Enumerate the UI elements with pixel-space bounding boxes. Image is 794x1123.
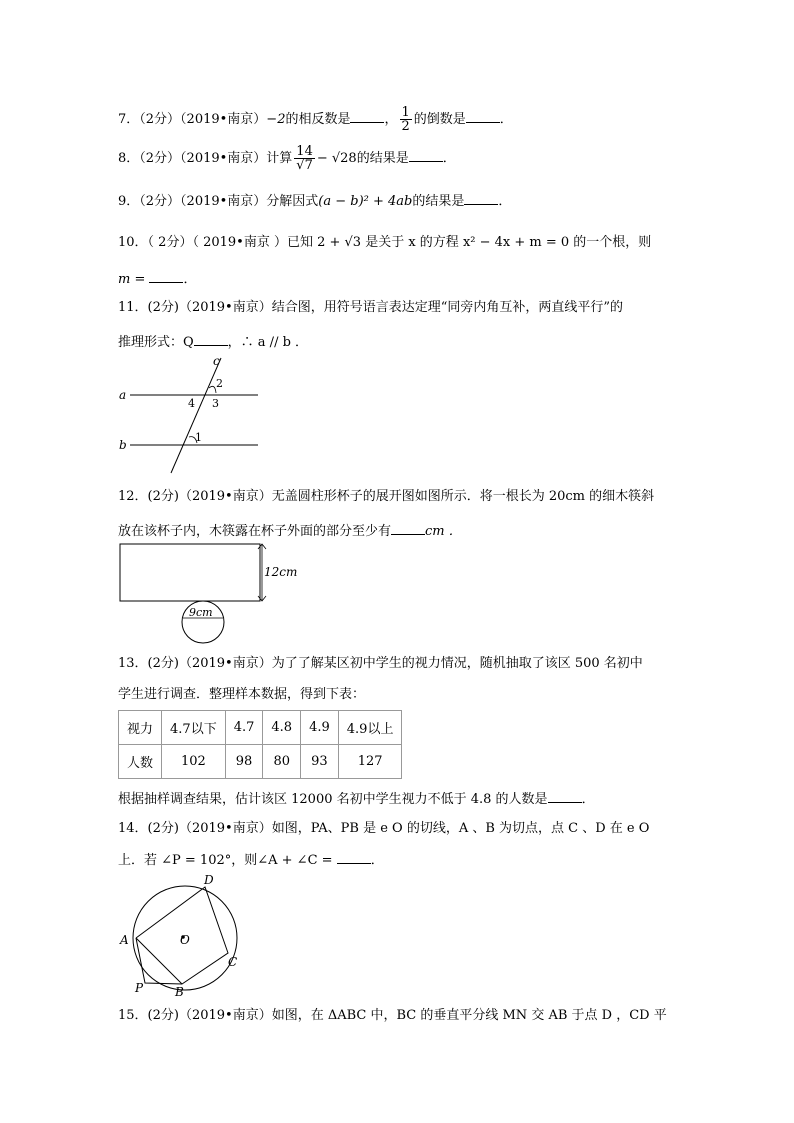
- q8-end: ．: [442, 151, 456, 166]
- question-12-line-2: [118, 520, 462, 542]
- q14-end: ．: [370, 853, 384, 868]
- q9-end: ．: [498, 194, 512, 209]
- label-D: D: [204, 873, 214, 887]
- q9-blank[interactable]: [464, 190, 498, 205]
- q14-figure: [115, 870, 250, 1000]
- q8-expression: − √28: [316, 151, 357, 166]
- question-14-line-1: 14．(2分)（2019•南京）如图，PA、PB 是 e O 的切线，A 、B 为切点，点 C 、D 在 e O: [118, 821, 650, 836]
- table-cell: 102: [162, 745, 226, 779]
- q7-blank-1[interactable]: [350, 108, 384, 123]
- cup-side-rectangle: [120, 544, 260, 601]
- question-7: [118, 106, 513, 133]
- table-cell: 98: [225, 745, 263, 779]
- table-row: [119, 745, 402, 779]
- line-c: [171, 358, 221, 473]
- label-P: P: [135, 981, 144, 995]
- q11-conclusion: ，∴ a // b ．: [227, 335, 309, 350]
- q8-numerator: 14: [296, 144, 313, 159]
- q13-blank[interactable]: [548, 788, 582, 803]
- q8-prefix: 8．（2分）（2019•南京）计算: [118, 151, 293, 166]
- q12-text: 放在该杯子内，木筷露在杯子外面的部分至少有: [118, 524, 392, 539]
- height-label: 12cm: [264, 565, 298, 579]
- q7-number: −2: [266, 112, 286, 127]
- q7-denominator: 2: [401, 119, 410, 134]
- question-15-line-1: 15．(2分)（2019•南京）如图，在 ΔABC 中，BC 的垂直平分线 MN 交 AB 于点 D ，CD 平: [118, 1008, 667, 1023]
- q13-end: ．: [581, 792, 595, 807]
- q7-comma: ，: [384, 112, 398, 127]
- table-cell: 视力: [119, 711, 162, 745]
- q8-blank[interactable]: [409, 147, 443, 162]
- q7-numerator: 1: [401, 105, 410, 120]
- question-14-line-2: [118, 849, 384, 871]
- q12-blank[interactable]: [391, 520, 425, 535]
- q7-text-2: 的倒数是: [413, 112, 466, 127]
- q10-blank[interactable]: [149, 268, 183, 283]
- q10-end: ．: [183, 272, 197, 287]
- label-A: A: [120, 933, 129, 947]
- table-cell: 4.9: [301, 711, 339, 745]
- question-11-line-1: 11．(2分)（2019•南京）结合图，用符号语言表达定理“同旁内角互补，两直线平行”的: [118, 300, 624, 315]
- table-cell: 4.7: [225, 711, 263, 745]
- label-B: B: [175, 985, 184, 999]
- q9-expression: (a − b)² + 4ab: [318, 194, 413, 209]
- table-cell: 4.8: [263, 711, 301, 745]
- question-12-line-1: 12．(2分)（2019•南京）无盖圆柱形杯子的展开图如图所示．将一根长为 20cm 的细木筷斜: [118, 489, 655, 504]
- q9-prefix: 9．（2分）（2019•南京）分解因式: [118, 194, 319, 209]
- q7-blank-2[interactable]: [466, 108, 500, 123]
- q14-text: 上．若 ∠P = 102°，则∠A + ∠C =: [118, 853, 337, 868]
- q7-fraction: [400, 106, 412, 133]
- q11-figure: [115, 355, 265, 475]
- q12-unit: cm ．: [425, 524, 462, 539]
- question-13-line-2: 学生进行调查．整理样本数据，得到下表：: [118, 687, 366, 702]
- question-10-line-2: [118, 268, 197, 290]
- table-cell: 93: [301, 745, 339, 779]
- label-b: b: [119, 438, 127, 452]
- vision-table: [118, 710, 402, 779]
- label-2: 2: [216, 377, 223, 390]
- q9-text: 的结果是: [412, 194, 465, 209]
- question-13-line-1: 13．(2分)（2019•南京）为了了解某区初中学生的视力情况，随机抽取了该区 500 名初中: [118, 656, 643, 671]
- label-C: C: [228, 955, 238, 969]
- question-8: [118, 145, 456, 172]
- q7-text: 的相反数是: [285, 112, 351, 127]
- label-3: 3: [212, 397, 219, 410]
- circumference-label: 9cm: [189, 606, 213, 619]
- table-cell: 4.7以下: [162, 711, 226, 745]
- label-1: 1: [195, 431, 202, 444]
- q10-variable: m =: [118, 272, 150, 287]
- q11-blank[interactable]: [194, 331, 228, 346]
- question-11-line-2: [118, 331, 308, 353]
- question-13-line-3: [118, 788, 595, 810]
- q13-text: 根据抽样调查结果，估计该区 12000 名初中学生视力不低于 4.8 的人数是: [118, 792, 548, 807]
- table-cell: 人数: [119, 745, 162, 779]
- q7-end: ．: [499, 112, 513, 127]
- label-a: a: [119, 388, 127, 402]
- q12-figure: [115, 540, 315, 646]
- table-cell: 127: [338, 745, 402, 779]
- question-9: [118, 190, 511, 212]
- q8-fraction: [294, 145, 315, 172]
- q14-blank[interactable]: [337, 849, 371, 864]
- q7-prefix: 7．（2分）（2019•南京）: [118, 112, 267, 127]
- q8-text: 的结果是: [356, 151, 409, 166]
- table-header-row: [119, 711, 402, 745]
- q8-denominator: √7: [296, 158, 313, 173]
- table-cell: 4.9以上: [338, 711, 402, 745]
- label-c: c: [213, 354, 220, 368]
- label-O: O: [180, 933, 190, 947]
- label-4: 4: [188, 397, 195, 410]
- q11-text: 推理形式：Q: [118, 335, 194, 350]
- question-10-line-1: 10．（ 2分）（ 2019•南京 ）已知 2 + √3 是关于 x 的方程 x² − 4x + m = 0 的一个根，则: [118, 235, 652, 250]
- table-cell: 80: [263, 745, 301, 779]
- angle-arc-2: [209, 386, 216, 393]
